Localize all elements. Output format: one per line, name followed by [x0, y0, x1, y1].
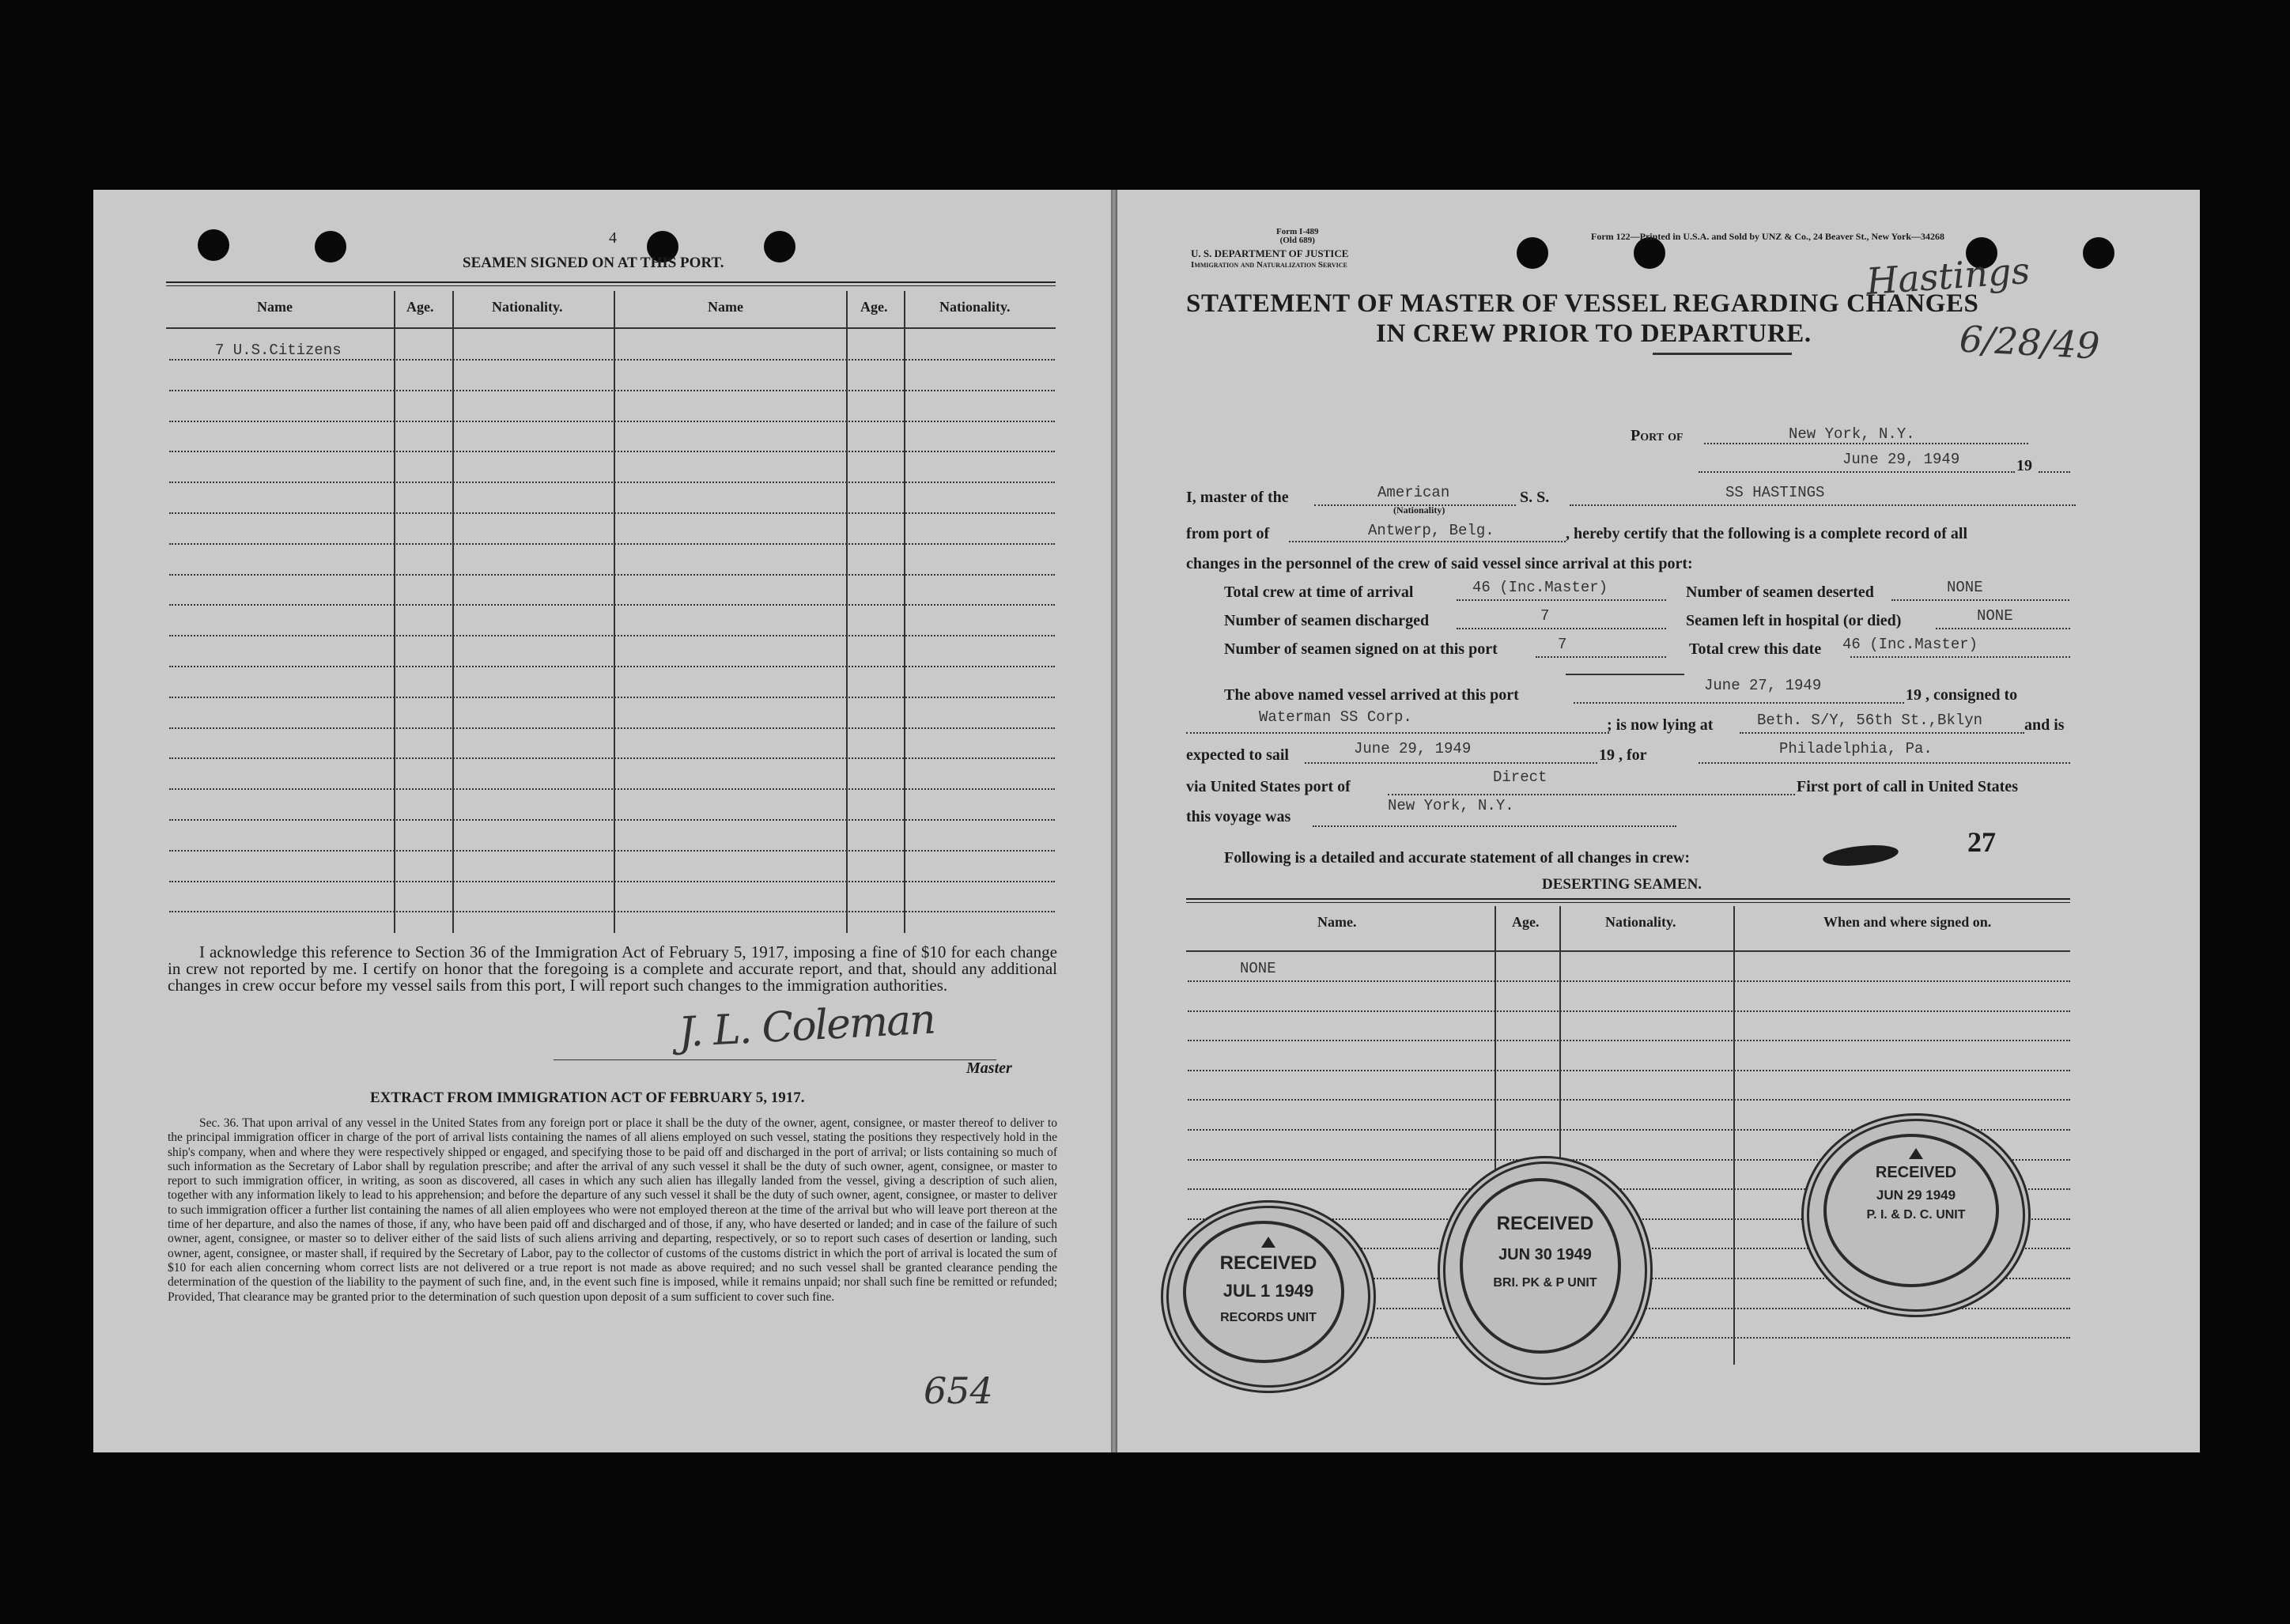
stamp-inner-ring [1460, 1178, 1621, 1354]
via-value: Direct [1493, 769, 1547, 786]
from-port-label: from port of [1186, 525, 1270, 542]
lying-value: Beth. S/Y, 56th St.,Bklyn [1757, 712, 1983, 729]
received-stamp-bri [1438, 1156, 1653, 1385]
stamp-received-label: RECEIVED [1875, 1164, 1957, 1181]
col-header-age-2: Age. [860, 299, 888, 315]
total-date-label: Total crew this date [1689, 640, 1822, 658]
left-row-line [169, 390, 1055, 391]
signature-rule [554, 1059, 996, 1060]
title-rule [166, 281, 1056, 286]
left-row-line [169, 697, 1055, 698]
voyage-label: this voyage was [1186, 808, 1291, 825]
consigned-label: 19 , consigned to [1906, 686, 2018, 704]
stamp-arrow-icon [1809, 1148, 2023, 1163]
date-value: June 29, 1949 [1842, 451, 1960, 468]
stamp-arrow-icon [1169, 1237, 1368, 1252]
des-col-signed-on: When and where signed on. [1823, 914, 1992, 930]
sail-label: expected to sail [1186, 746, 1289, 764]
column-divider [614, 291, 615, 933]
hospital-value: NONE [1977, 607, 2013, 625]
year-line [2039, 471, 2070, 473]
sail-value: June 29, 1949 [1354, 740, 1472, 757]
deserted-line [1891, 599, 2069, 601]
counts-rule [1566, 674, 1684, 675]
signed-on-line [1536, 656, 1666, 658]
stamp-unit: BRI. PK & P UNIT [1493, 1276, 1597, 1290]
left-row-line [169, 359, 1055, 361]
nationality-caption: (Nationality) [1393, 504, 1445, 516]
page-number: 4 [609, 229, 617, 247]
deserting-title: DESERTING SEAMEN. [1542, 876, 1702, 893]
right-row-line [1188, 980, 2070, 982]
left-row-line [169, 421, 1055, 422]
first-entry: 7 U.S.Citizens [215, 342, 342, 359]
column-divider [904, 291, 905, 933]
discharged-label: Number of seamen discharged [1224, 612, 1430, 629]
extract-text: Sec. 36. That upon arrival of any vessel in the United States from any foreign port or place it shall be the duty of the owner, agent, consignee, or master thereof to deliver to the principal immigration officer in charge of the port of arrival lists containing the names of all aliens employed on such vessel, stating the positions they respectively hold in the ship's company, when and where they were respectively shipped or engaged, and specifying those to be paid off and discharged in the port of arrival; or lists containing so much of such information as the Secretary of Labor shall by regulation prescribe; and after the arrival of any such vessel it shall be the duty of such owner, agent, consignee, or master to report to such immigration officer, in writing, as soon as discovered, all cases in which any such alien has illegally landed from the vessel, giving a description of such alien, together with any information likely to lead to his apprehension; and before the departure of any such vessel it shall be the duty of such owner, agent, consignee, or master to deliver to such immigration officer a further list containing the names of all alien employees who were not employed thereon at the time of the arrival but who will leave port thereon at the time of her departure, and also the names of those, if any, who have been paid off and discharged and of those, if any, who have deserted or landed; and in case of the failure of such owner, agent, consignee, or master so to deliver either of the said lists of such aliens arriving and departing, respectively, or so to report such cases of desertion or landing, such owner, agent, consignee, or master shall, if required by the Secretary of Labor, pay to the collector of customs of the customs district in which the port of arrival is located the sum of $10 for each alien concerning whom correct lists are not delivered or a true report is not made as above required; and no such vessel shall be granted clearance pending the determination of the question of the liability to the payment of such fine, and, in the event such fine is imposed, while it remains unpaid; nor shall such fine be remitted or refunded; Provided, That clearance may be granted prior to the determination of such question upon deposit of a sum sufficient to cover such fine. [168, 1116, 1057, 1304]
destination-line [1699, 762, 2070, 764]
right-row-line [1188, 1040, 2070, 1041]
signature-caption: Master [966, 1059, 1012, 1077]
punch-hole [764, 231, 795, 262]
date-line [1699, 471, 2015, 473]
col-header-name: Name [257, 299, 293, 315]
hospital-label: Seamen left in hospital (or died) [1686, 612, 1902, 629]
port-line [1704, 443, 2028, 444]
total-crew-label: Total crew at time of arrival [1224, 584, 1414, 601]
extract-title: EXTRACT FROM IMMIGRATION ACT OF FEBRUARY 5, 1917. [370, 1090, 805, 1106]
date-year-suffix: 19 [2016, 457, 2032, 474]
left-row-line [169, 757, 1055, 759]
from-port-value: Antwerp, Belg. [1368, 522, 1495, 539]
right-row-line [1188, 1010, 2070, 1012]
stamp-unit: P. I. & D. C. UNIT [1866, 1208, 1966, 1222]
master-signature: J. L. Coleman [677, 995, 936, 1057]
left-row-line [169, 666, 1055, 667]
left-row-line [169, 788, 1055, 790]
punch-hole [198, 229, 229, 261]
form-id [1276, 228, 1318, 245]
col-header-nationality: Nationality. [492, 299, 563, 315]
left-row-line [169, 543, 1055, 545]
vessel-value: SS HASTINGS [1725, 484, 1825, 501]
hospital-line [1936, 628, 2070, 629]
signed-on-value: 7 [1558, 636, 1567, 653]
consignee-line [1186, 732, 1609, 734]
left-row-line [169, 482, 1055, 483]
left-row-line [169, 512, 1055, 514]
col-header-name-2: Name [708, 299, 743, 315]
left-row-line [169, 911, 1055, 912]
stamp-received-label: RECEIVED [1496, 1213, 1594, 1234]
des-col-age: Age. [1512, 914, 1540, 930]
stamp-date: JUN 30 1949 [1498, 1246, 1592, 1263]
port-label: Port of [1631, 427, 1683, 444]
des-col-nationality: Nationality. [1605, 914, 1676, 930]
deserted-value: NONE [1947, 579, 1983, 596]
page-fold [1111, 190, 1117, 1452]
punch-hole [2083, 237, 2114, 269]
arrived-value: June 27, 1949 [1704, 677, 1822, 694]
left-row-line [169, 727, 1055, 729]
first-call-label: First port of call in United States [1797, 778, 2018, 795]
via-line [1388, 794, 1795, 795]
ss-label: S. S. [1520, 489, 1550, 506]
right-row-line [1188, 1099, 2070, 1101]
punch-hole [315, 231, 346, 262]
arrived-line [1574, 702, 1904, 704]
handwritten-vessel-name: Hastings [1865, 248, 2031, 304]
punch-hole [1517, 237, 1548, 269]
des-column-divider [1733, 906, 1735, 1365]
changes-text: changes in the personnel of the crew of said vessel since arrival at this port: [1186, 555, 1693, 572]
voyage-line [1313, 825, 1676, 827]
certify-text: , hereby certify that the following is a complete record of all [1566, 525, 1968, 542]
des-first-entry: NONE [1240, 960, 1276, 977]
total-date-value: 46 (Inc.Master) [1842, 636, 1978, 653]
stamp-unit: RECORDS UNIT [1220, 1311, 1317, 1324]
voyage-value: New York, N.Y. [1388, 797, 1514, 814]
title-underline [1653, 353, 1792, 355]
handwritten-date: 6/28/49 [1958, 317, 2101, 368]
form-title-line2: IN CREW PRIOR TO DEPARTURE. [1376, 319, 1812, 348]
form-id-line2: (Old 689) [1279, 236, 1315, 245]
signed-on-label: Number of seamen signed on at this port [1224, 640, 1498, 658]
department-name: U. S. DEPARTMENT OF JUSTICE [1191, 247, 1349, 259]
stamp-received-label: RECEIVED [1219, 1252, 1317, 1274]
col-header-nationality-2: Nationality. [939, 299, 1011, 315]
nationality-value: American [1377, 484, 1450, 501]
deserting-rule [1186, 898, 2070, 903]
via-label: via United States port of [1186, 778, 1351, 795]
and-is-label: and is [2024, 716, 2065, 734]
handwritten-number: 654 [924, 1369, 993, 1412]
left-row-line [169, 604, 1055, 606]
total-crew-line [1457, 599, 1666, 601]
destination-value: Philadelphia, Pa. [1779, 740, 1933, 757]
for-label: 19 , for [1599, 746, 1647, 764]
total-date-line [1850, 656, 2070, 658]
deserted-label: Number of seamen deserted [1686, 584, 1874, 601]
left-row-line [169, 635, 1055, 636]
stamp-date: JUN 29 1949 [1876, 1188, 1956, 1203]
printer-line: Form 122—Printed in U.S.A. and Sold by UNZ & Co., 24 Beaver St., New York—34268 [1591, 231, 1945, 242]
acknowledgement-text: I acknowledge this reference to Section 36 of the Immigration Act of February 5, 1917, imposing a fine of $10 for each change in crew not reported by me. I certify on honor that the foregoing is a complete and accurate report, and that, should any additional changes in crew occur before my vessel sails from this port, I will report such changes to the immigration authorities. [168, 942, 1057, 995]
master-label: I, master of the [1186, 489, 1289, 506]
left-row-line [169, 451, 1055, 452]
stamp-date: JUL 1 1949 [1222, 1281, 1314, 1301]
following-text: Following is a detailed and accurate statement of all changes in crew: [1224, 849, 1691, 867]
from-port-line [1289, 541, 1566, 542]
arrived-label: The above named vessel arrived at this port [1224, 686, 1519, 704]
received-stamp-records [1161, 1200, 1376, 1393]
col-header-age: Age. [406, 299, 434, 315]
form-id-line1: Form I-489 [1276, 227, 1319, 236]
discharged-value: 7 [1540, 607, 1550, 625]
port-value: New York, N.Y. [1789, 425, 1915, 443]
total-crew-value: 46 (Inc.Master) [1472, 579, 1608, 596]
header-rule [166, 327, 1056, 329]
right-row-line [1188, 1070, 2070, 1071]
left-row-line [169, 574, 1055, 576]
service-name: Immigration and Naturalization Service [1191, 260, 1347, 270]
column-divider [846, 291, 848, 933]
left-row-line [169, 850, 1055, 852]
left-section-title: SEAMEN SIGNED ON AT THIS PORT. [463, 255, 724, 271]
lying-label: ; is now lying at [1607, 716, 1714, 734]
column-divider [452, 291, 454, 933]
received-stamp-pidc [1801, 1113, 2031, 1317]
column-divider [394, 291, 395, 933]
form-title-line1: STATEMENT OF MASTER OF VESSEL REGARDING CHANGES [1186, 289, 1979, 318]
des-header-rule [1186, 950, 2070, 952]
consignee-value: Waterman SS Corp. [1259, 708, 1412, 726]
left-row-line [169, 819, 1055, 821]
des-col-name: Name. [1317, 914, 1357, 930]
sail-line [1305, 762, 1597, 764]
department-header [1191, 247, 1348, 270]
vessel-line [1570, 504, 2076, 506]
discharged-line [1457, 628, 1666, 629]
left-row-line [169, 881, 1055, 882]
handwritten-count: 27 [1967, 826, 1996, 858]
lying-line [1740, 732, 2024, 734]
